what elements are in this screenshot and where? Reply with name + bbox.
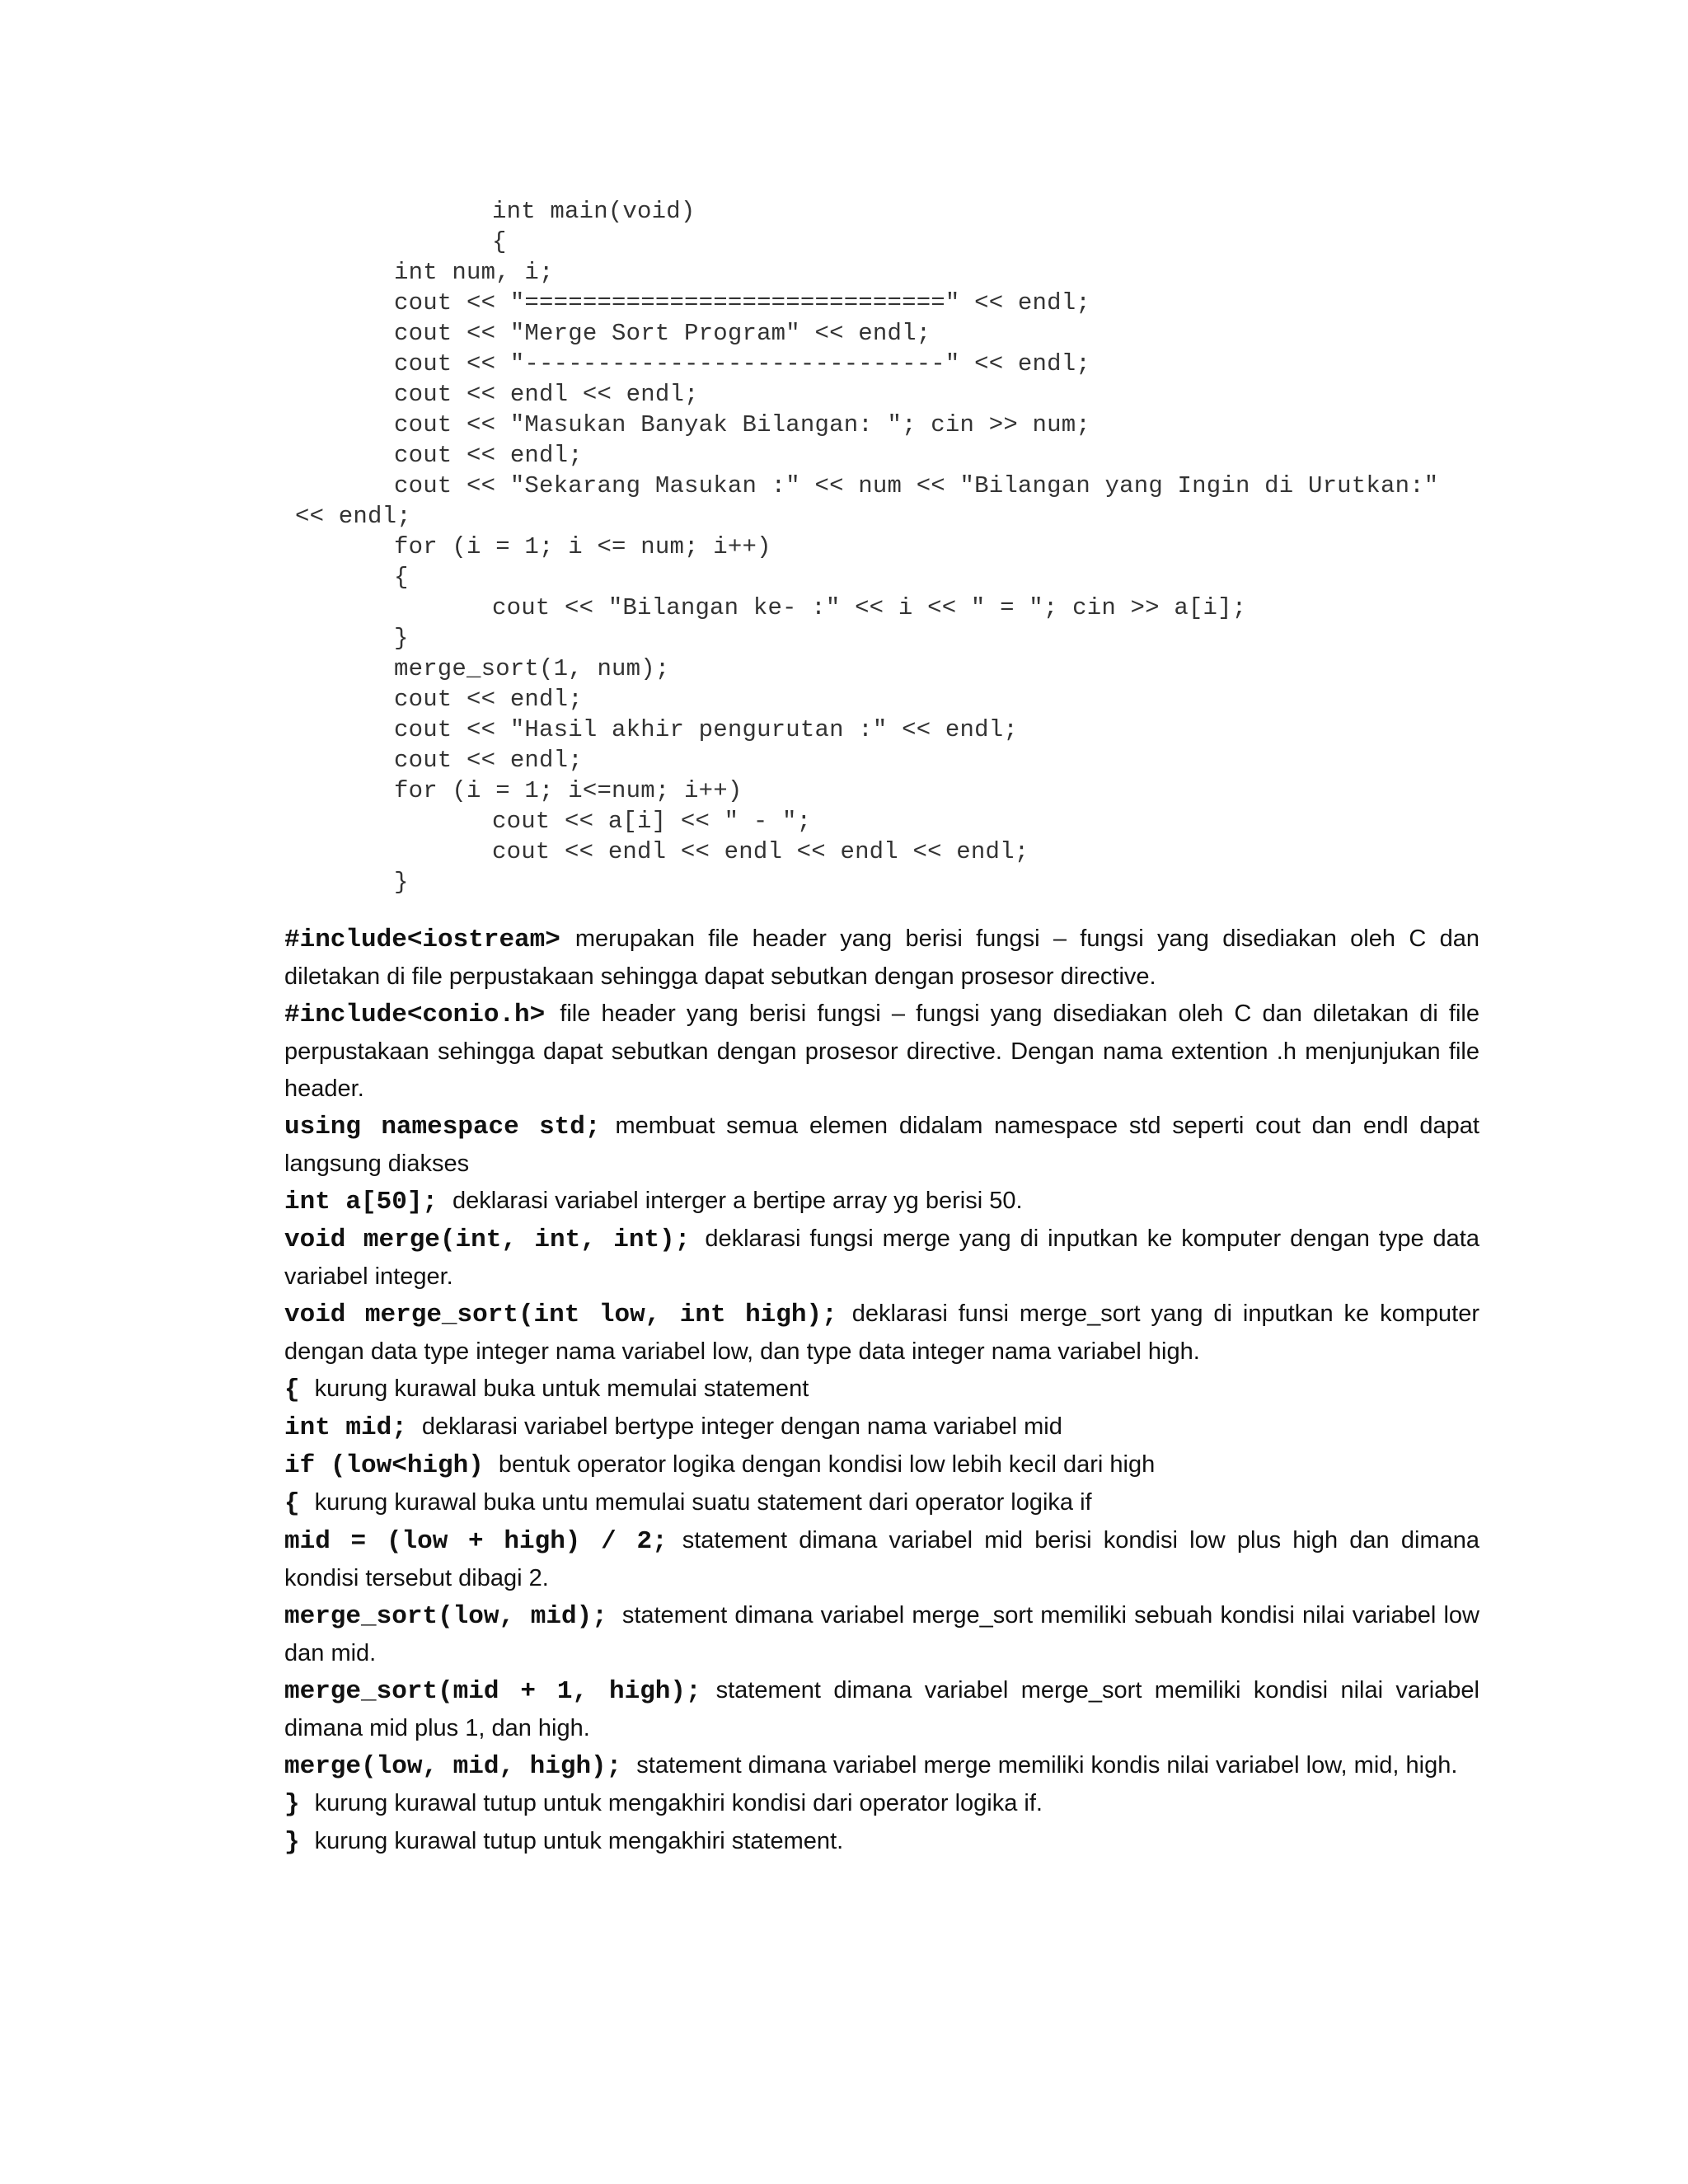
code-line: cout << "-----------------------------" << endl; <box>394 350 1090 377</box>
code-line: for (i = 1; i<=num; i++) <box>394 777 743 804</box>
description-item <box>284 996 1479 1108</box>
code-keyword: merge(low, mid, high); <box>284 1752 622 1781</box>
description-text: kurung kurawal tutup untuk mengakhiri kondisi dari operator logika if. <box>314 1790 1043 1816</box>
code-line: cout << "Merge Sort Program" << endl; <box>394 320 931 347</box>
code-line: cout << a[i] << " - "; <box>492 808 812 835</box>
code-keyword: } <box>284 1790 300 1819</box>
code-keyword: merge_sort(mid + 1, high); <box>284 1677 701 1706</box>
code-keyword: #include<conio.h> <box>284 1001 546 1029</box>
description-item <box>284 1108 1479 1183</box>
description-text: statement dimana variabel merge_sort memiliki sebuah kondisi nilai variabel low dan mid. <box>284 1602 1480 1666</box>
description-item <box>284 1747 1479 1785</box>
code-keyword: merge_sort(low, mid); <box>284 1602 607 1631</box>
code-line: cout << endl << endl; <box>394 381 699 408</box>
code-line: } <box>394 869 409 896</box>
description-text: deklarasi variabel bertype integer dengan nama variabel mid <box>421 1413 1062 1440</box>
code-keyword: mid = (low + high) / 2; <box>284 1527 668 1556</box>
description-text: kurung kurawal tutup untuk mengakhiri statement. <box>314 1828 844 1854</box>
code-line: } <box>394 625 409 652</box>
code-line: cout << endl; <box>394 686 583 713</box>
code-keyword: } <box>284 1828 300 1857</box>
code-keyword: int a[50]; <box>284 1188 438 1216</box>
description-text: merupakan file header yang berisi fungsi – fungsi yang disediakan oleh C dan diletakan di file perpustakaan sehingga dapat sebutkan dengan prosesor directive. <box>284 926 1479 990</box>
code-line: cout << endl << endl << endl << endl; <box>492 838 1029 865</box>
description-text: membuat semua elemen didalam namespace std seperti cout dan endl dapat langsung diakses <box>284 1113 1479 1177</box>
description-text: deklarasi variabel interger a bertipe array yg berisi 50. <box>452 1188 1023 1214</box>
code-keyword: { <box>284 1489 300 1518</box>
code-line: cout << endl; <box>394 747 583 774</box>
description-text: statement dimana variabel mid berisi kondisi low plus high dan dimana kondisi tersebut dibagi 2. <box>284 1527 1479 1591</box>
code-keyword: int mid; <box>284 1413 407 1442</box>
code-keyword: using namespace std; <box>284 1113 601 1141</box>
description-item <box>284 1221 1479 1296</box>
description-item <box>284 1408 1479 1446</box>
code-line: cout << "=============================" << endl; <box>394 289 1090 316</box>
description-text: file header yang berisi fungsi – fungsi yang disediakan oleh C dan diletakan di file perpustakaan sehingga dapat sebutkan dengan prosesor directive. Dengan nama extention .h menjunjukan file header. <box>284 1001 1479 1102</box>
description-item <box>284 1672 1479 1747</box>
code-line: << endl; <box>295 503 411 530</box>
description-item <box>284 1597 1479 1672</box>
code-line: cout << "Masukan Banyak Bilangan: "; cin >> num; <box>394 411 1090 438</box>
code-line: { <box>394 564 409 591</box>
code-keyword: { <box>284 1376 300 1404</box>
code-keyword: void merge_sort(int low, int high); <box>284 1301 837 1329</box>
description-text: statement dimana variabel merge_sort memiliki kondisi nilai variabel dimana mid plus 1, dan high. <box>284 1677 1479 1741</box>
description-item <box>284 921 1479 996</box>
description-item <box>284 1296 1479 1371</box>
description-list <box>284 921 1479 1861</box>
description-item <box>284 1371 1479 1408</box>
code-line: for (i = 1; i <= num; i++) <box>394 533 771 560</box>
description-text: deklarasi fungsi merge yang di inputkan ke komputer dengan type data variabel integer. <box>284 1226 1479 1290</box>
description-text: kurung kurawal buka untuk memulai statement <box>314 1376 809 1402</box>
code-line: cout << endl; <box>394 442 583 469</box>
description-item <box>284 1522 1479 1597</box>
code-line: merge_sort(1, num); <box>394 655 670 682</box>
code-line: cout << "Bilangan ke- :" << i << " = "; cin >> a[i]; <box>492 594 1247 621</box>
description-item <box>284 1785 1479 1823</box>
code-line: cout << "Hasil akhir pengurutan :" << endl; <box>394 716 1018 743</box>
code-line: { <box>492 228 507 255</box>
description-item <box>284 1484 1479 1522</box>
description-text: deklarasi funsi merge_sort yang di inputkan ke komputer dengan data type integer nama variabel low, dan type data integer nama variabel high. <box>284 1301 1479 1365</box>
description-text: kurung kurawal buka untu memulai suatu statement dari operator logika if <box>314 1489 1092 1516</box>
description-item <box>284 1823 1479 1861</box>
code-line: int num, i; <box>394 259 554 286</box>
code-keyword: void merge(int, int, int); <box>284 1226 691 1254</box>
description-text: bentuk operator logika dengan kondisi low lebih kecil dari high <box>498 1451 1156 1478</box>
code-keyword: #include<iostream> <box>284 926 560 954</box>
description-item <box>284 1183 1479 1221</box>
code-line: int main(void) <box>492 198 696 225</box>
code-keyword: if (low<high) <box>284 1451 484 1480</box>
description-text: statement dimana variabel merge memiliki kondis nilai variabel low, mid, high. <box>636 1752 1458 1779</box>
code-line: cout << "Sekarang Masukan :" << num << "Bilangan yang Ingin di Urutkan:" <box>394 472 1439 499</box>
description-item <box>284 1446 1479 1484</box>
